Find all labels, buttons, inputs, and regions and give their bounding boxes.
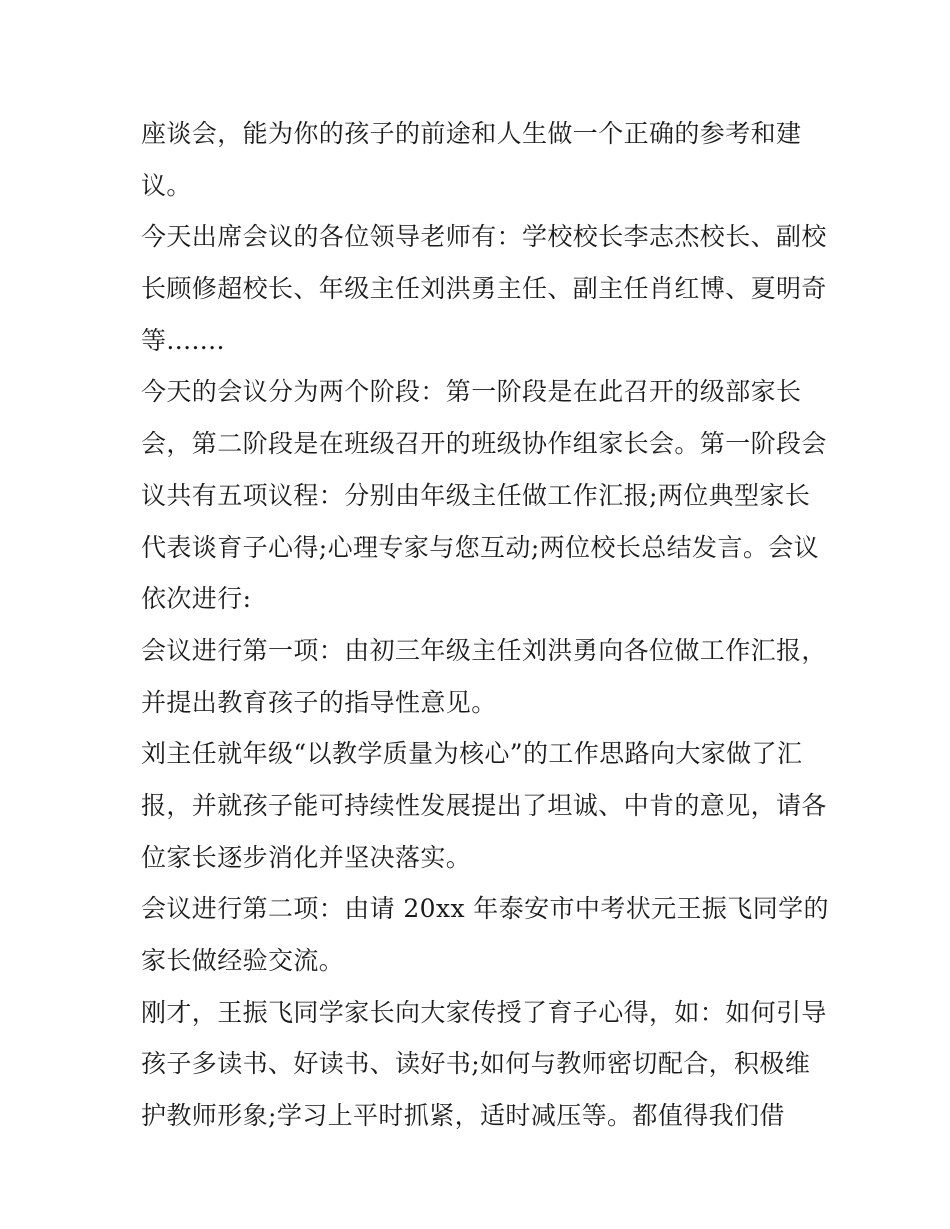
text-line: 代表谈育子心得;心理专家与您互动;两位校长总结发言。会议 [141, 532, 820, 562]
text-line: 会议进行第一项：由初三年级主任刘洪勇向各位做工作汇报， [141, 635, 827, 665]
text-line: 孩子多读书、好读书、读好书;如何与教师密切配合，积极维 [141, 1049, 811, 1079]
text-line: 长顾修超校长、年级主任刘洪勇主任、副主任肖红博、夏明奇 [141, 274, 827, 304]
text-line: 并提出教育孩子的指导性意见。 [141, 687, 497, 717]
text-line: 座谈会，能为你的孩子的前途和人生做一个正确的参考和建 [141, 119, 802, 148]
document-body [141, 108, 829, 1142]
text-line: 护教师形象;学习上平时抓紧，适时减压等。都值得我们借 [141, 1101, 785, 1131]
text-line: 等....... [141, 325, 225, 355]
text-line: 会议进行第二项：由请 20xx 年泰安市中考状元王振飞同学的 [141, 894, 829, 924]
text-line: 议。 [141, 170, 192, 200]
text-line: 位家长逐步消化并坚决落实。 [141, 842, 472, 872]
text-line: 刚才，王振飞同学家长向大家传授了育子心得，如：如何引导 [141, 997, 827, 1027]
text-line: 会，第二阶段是在班级召开的班级协作组家长会。第一阶段会 [141, 429, 827, 459]
text-line: 报，并就孩子能可持续性发展提出了坦诚、中肯的意见，请各 [141, 790, 827, 820]
text-line: 今天出席会议的各位领导老师有：学校校长李志杰校长、副校 [141, 222, 827, 252]
text-line: 依次进行: [141, 584, 252, 614]
text-line: 议共有五项议程：分别由年级主任做工作汇报;两位典型家长 [141, 480, 811, 510]
text-line: 家长做经验交流。 [141, 946, 345, 975]
text-line: 刘主任就年级“以教学质量为核心”的工作思路向大家做了汇 [141, 739, 803, 769]
text-line: 今天的会议分为两个阶段：第一阶段是在此召开的级部家长 [141, 377, 802, 407]
